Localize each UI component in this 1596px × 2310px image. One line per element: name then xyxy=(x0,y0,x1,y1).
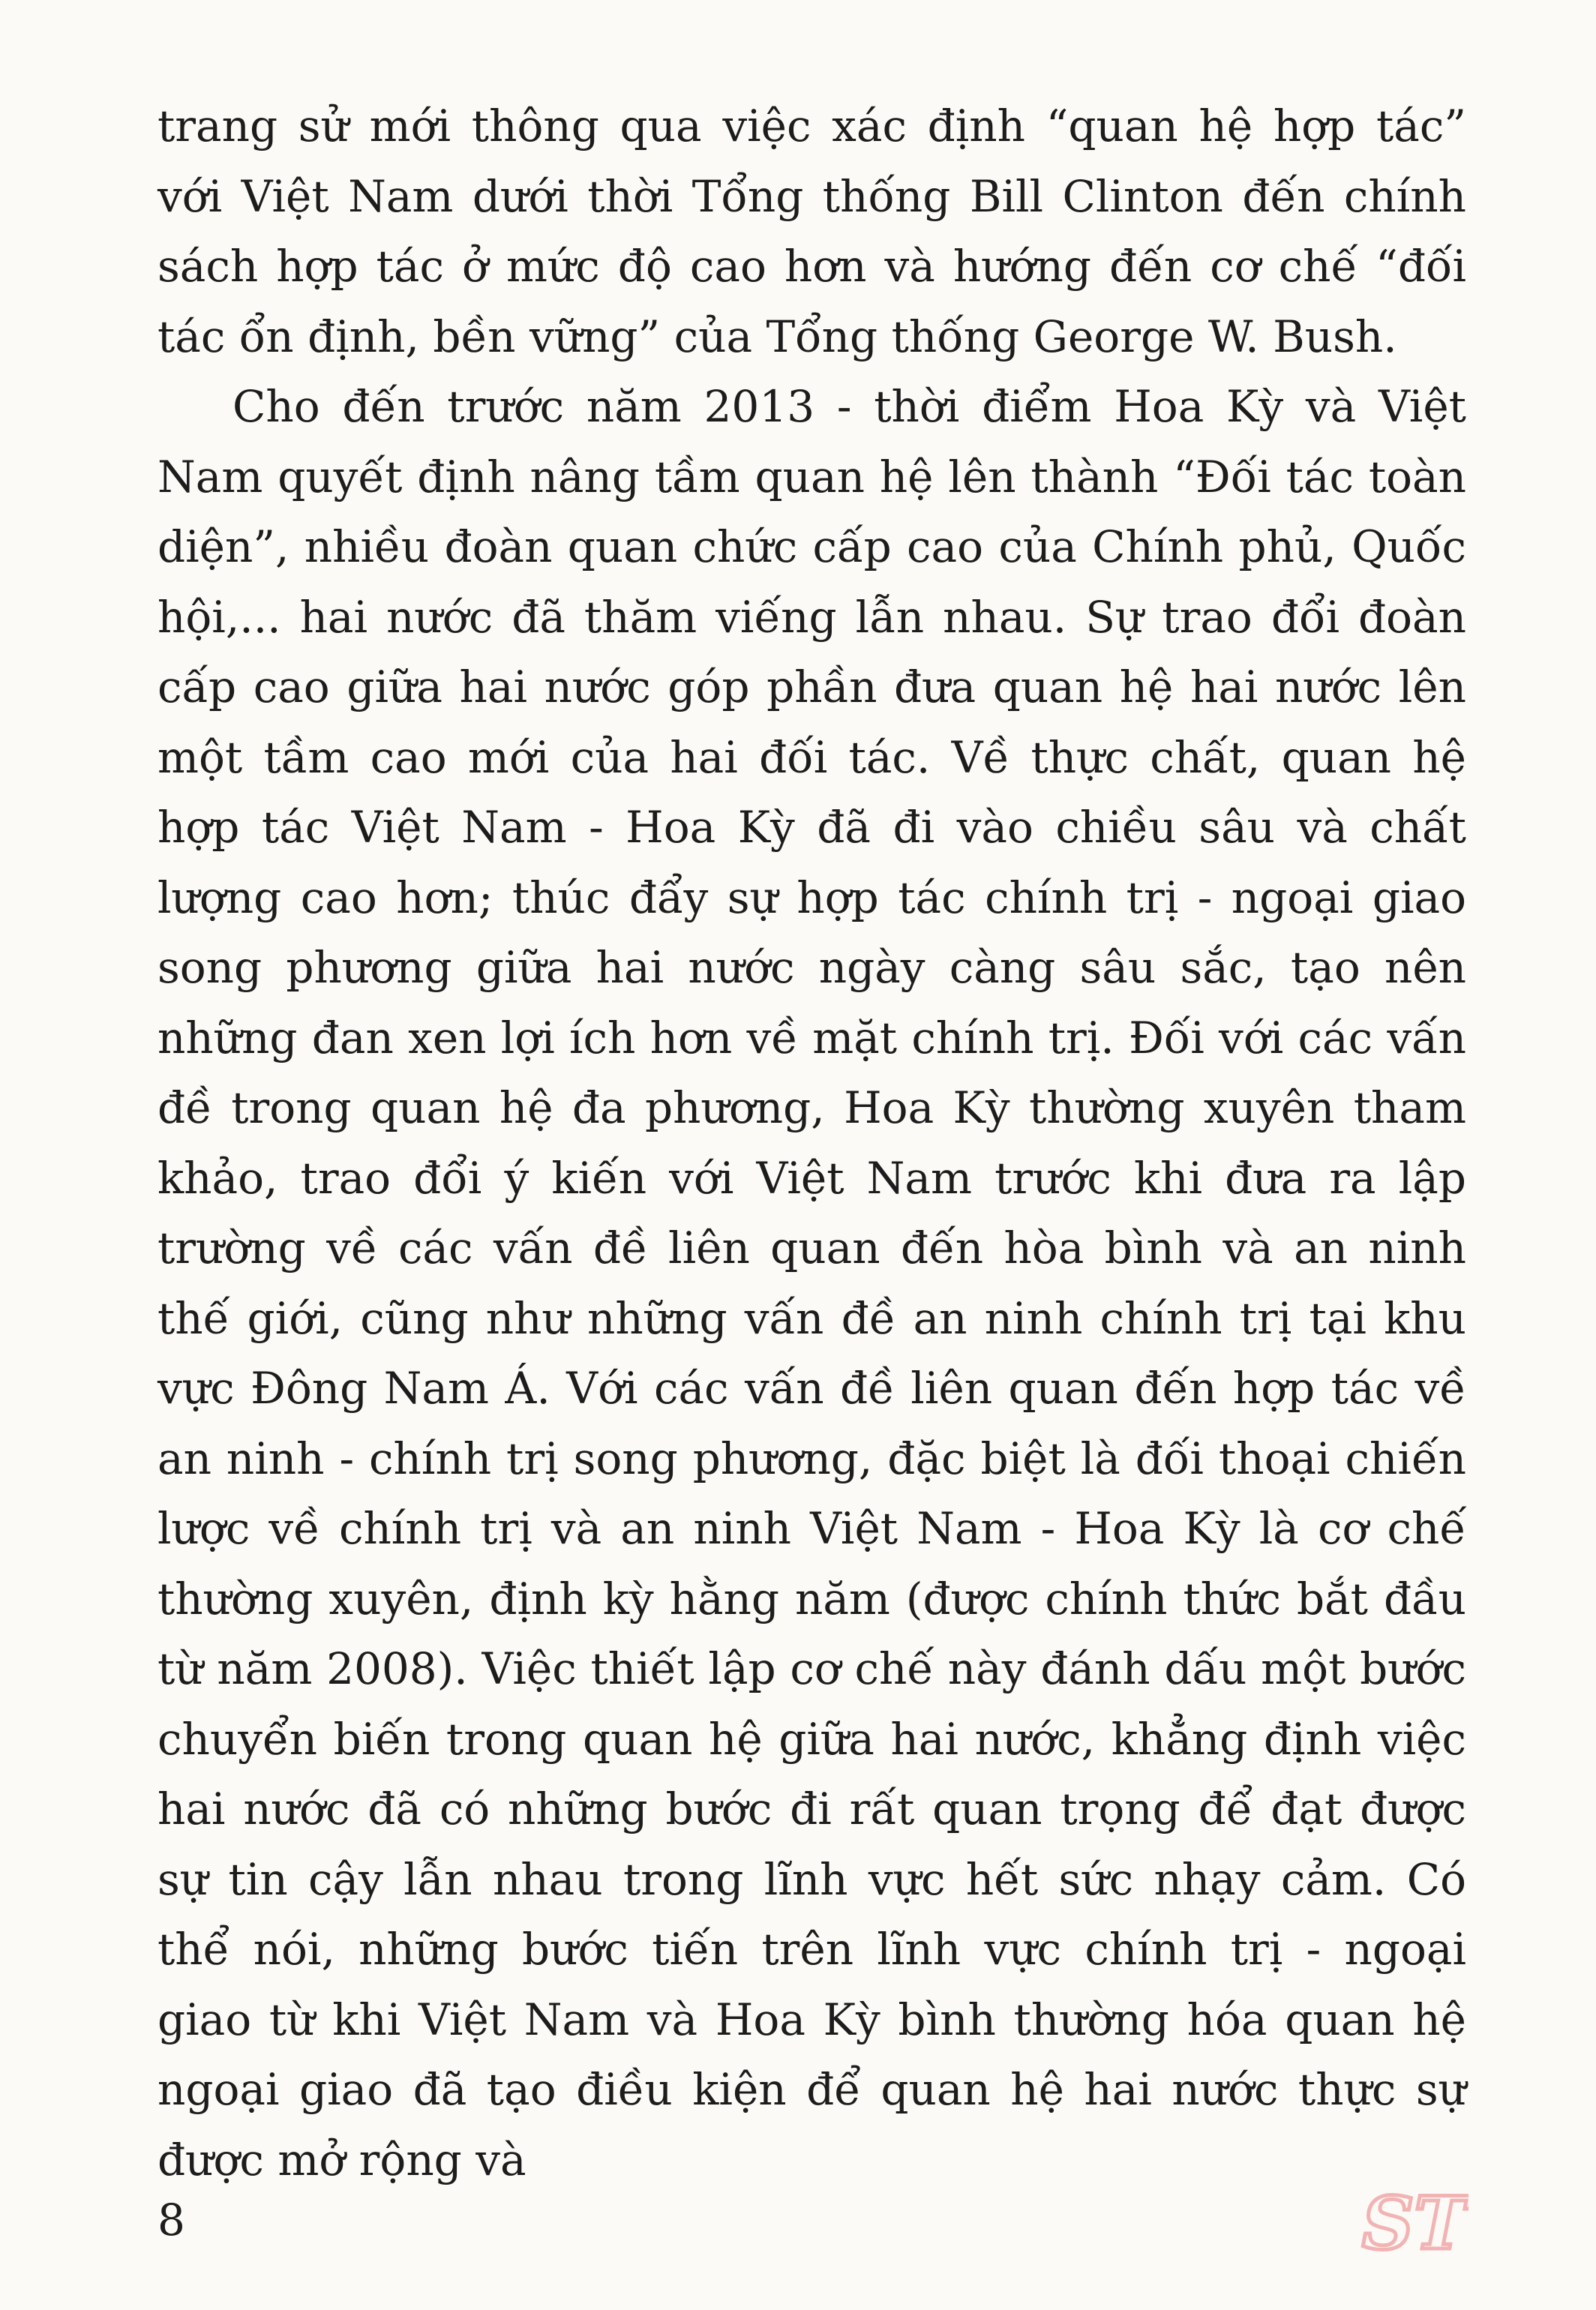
publisher-logo-text: ST xyxy=(1362,2181,1468,2265)
paragraph-continuation: trang sử mới thông qua việc xác định “quan hệ hợp tác” với Việt Nam dưới thời Tổng thống Bill Clinton đến chính sách hợp tác ở mức độ cao hơn và hướng đến cơ chế “đối tác ổn định, bền vững” của Tổng thống George W. Bush. xyxy=(158,100,1466,362)
publisher-logo-icon xyxy=(1356,2175,1468,2265)
publisher-logo xyxy=(1356,2175,1468,2265)
paragraph-main: Cho đến trước năm 2013 - thời điểm Hoa Kỳ và Việt Nam quyết định nâng tầm quan hệ lên thành “Đối tác toàn diện”, nhiều đoàn quan chức cấp cao của Chính phủ, Quốc hội,... hai nước đã thăm viếng lẫn nhau. Sự trao đổi đoàn cấp cao giữa hai nước góp phần đưa quan hệ hai nước lên một tầm cao mới của hai đối tác. Về thực chất, quan hệ hợp tác Việt Nam - Hoa Kỳ đã đi vào chiều sâu và chất lượng cao hơn; thúc đẩy sự hợp tác chính trị - ngoại giao song phương giữa hai nước ngày càng sâu sắc, tạo nên những đan xen lợi ích hơn về mặt chính trị. Đối với các vấn đề trong quan hệ đa phương, Hoa Kỳ thường xuyên tham khảo, trao đổi ý kiến với Việt Nam trước khi đưa ra lập trường về các vấn đề liên quan đến hòa bình và an ninh thế giới, cũng như những vấn đề an ninh chính trị tại khu vực Đông Nam Á. Với các vấn đề liên quan đến hợp tác về an ninh - chính trị song phương, đặc biệt là đối thoại chiến lược về chính trị và an ninh Việt Nam - Hoa Kỳ là cơ chế thường xuyên, định kỳ hằng năm (được chính thức bắt đầu từ năm 2008). Việc thiết lập cơ chế này đánh dấu một bước chuyển biến trong quan hệ giữa hai nước, khẳng định việc hai nước đã có những bước đi rất quan trọng để đạt được sự tin cậy lẫn nhau trong lĩnh vực hết sức nhạy cảm. Có thể nói, những bước tiến trên lĩnh vực chính trị - ngoại giao từ khi Việt Nam và Hoa Kỳ bình thường hóa quan hệ ngoại giao đã tạo điều kiện để quan hệ hai nước thực sự được mở rộng và xyxy=(158,381,1466,2186)
body-text xyxy=(158,92,1466,2195)
page-number: 8 xyxy=(158,2194,185,2246)
